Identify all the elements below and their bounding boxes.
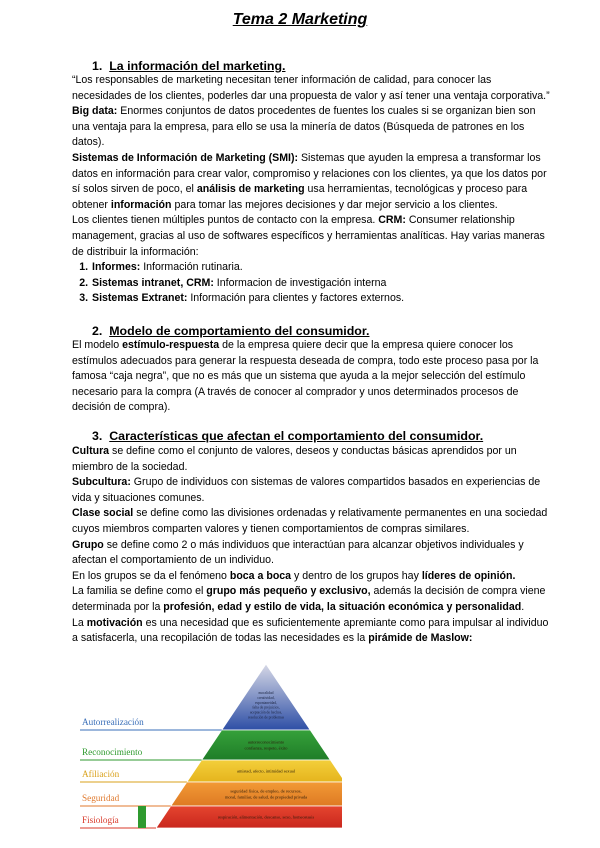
sim-term: Sistemas de Información de Marketing (SMI): [72,151,299,164]
section-1-number: 1. [92,59,103,73]
pyramid-layer-text: creatividad, [257,695,275,700]
familia-bold-2: profesión, edad y estilo de vida, la situación económica y personalidad [163,600,522,613]
motivacion-text-1: La [72,616,87,629]
maslow-pyramid-figure [80,662,342,830]
pyramid-level-label: Reconocimiento [82,747,143,757]
motivacion-bold-1: motivación [86,616,143,629]
grupo-text: se define como 2 o más individuos que interactúan para alcanzar objetivos individuales y afectan el comportamiento de un individuo. [72,538,524,567]
familia-text-3: . [521,600,525,613]
clase-term: Clase social [72,507,134,520]
sim-paragraph [72,151,550,213]
familia-bold-1: grupo más pequeño y exclusivo, [206,585,371,598]
model-text-2: de la empresa quiere decir que la empresa quiere conocer los estímulos adecuados para generar la respuesta deseada de compra, todo este proceso pasa por la famosa “caja negra”, que no es más que un sistema que ayuda a la mejor selección del estímulo necesario para la compra (A través de conocer al comprador y unos determinados procesos de decisión de compra). [72,339,539,414]
section-2-heading [92,323,369,339]
sim-bold-2: información [110,198,172,211]
document-title: Tema 2 Marketing [232,11,368,28]
pyramid-layer-text: moralidad [258,691,274,696]
list-item [91,276,550,292]
list-item-term: Informes: [92,261,141,274]
bigdata-term: Big data: [72,105,118,118]
pyramid-layer-text: respiración, alimentación, descanso, sexo, homeostasis [217,814,315,820]
section-2-number: 2. [92,324,103,338]
quote-paragraph: “Los responsables de marketing necesitan tener información de calidad, para conocer las necesidades de los clientes, poderles dar una propuesta de valor y así tener una ventaja corporativa.” [72,74,550,102]
section-3-heading [92,428,483,444]
pyramid-layer-text: aceptación de hechos, [249,710,283,715]
subcultura-text: Grupo de individuos con sistemas de valores compartidos basados en experiencias de vida y situaciones comunes. [72,476,541,504]
sim-text-3: para tomar las mejores decisiones y dar mejor servicio a los clientes. [171,198,498,211]
pyramid-base-accent [138,806,146,828]
clase-text: se define como las divisiones ordenadas y relativamente permanentes en una sociedad cuyos miembros comparten valores y tienen comportamientos de compras similares. [72,507,548,535]
list-item-text: Información para clientes y factores externos. [187,292,405,305]
pyramid-layer-text: moral, familiar, de salud, de propiedad privada [224,794,308,800]
model-text-1: El modelo [72,339,123,351]
cultura-term: Cultura [72,445,110,457]
section-1-body [72,73,550,307]
list-item-text: Información rutinaria. [140,261,243,274]
section-2-title: Modelo de comportamiento del consumidor. [109,324,370,338]
list-item-term: Sistemas intranet, CRM: [92,276,214,289]
pyramid-layer-text: autorreconocimiento [247,739,285,745]
list-item-term: Sistemas Extranet: [92,292,188,305]
grupo-paragraph [72,538,550,569]
pyramid-level-label: Afiliación [82,769,120,779]
motivacion-bold-2: pirámide de Maslow: [368,632,473,645]
cultura-paragraph [72,444,550,475]
crm-text-2: Consumer relationship management, gracias al uso de softwares específicos y herramientas analíticas. Hay varias maneras de distribuir la información: [72,214,545,258]
sim-bold-1: análisis de marketing [196,183,305,196]
cultura-text: se define como el conjunto de valores, deseos y conductas básicas aprendidos por un miembro de la sociedad. [72,445,517,473]
pyramid-layer-text: confianza, respeto, éxito [244,745,288,751]
section-3-number: 3. [92,429,103,443]
crm-term: CRM: [378,214,406,227]
section-3-title: Características que afectan el comportamiento del consumidor. [109,429,484,443]
list-item [91,291,550,307]
bigdata-paragraph [72,104,550,151]
pyramid-layer-text: espontaneidad, [254,700,278,705]
grupos-bold-2: líderes de opinión. [421,569,516,582]
section-3-body [72,444,550,647]
section-1-title: La información del marketing. [109,59,286,73]
pyramid-level-label: Seguridad [82,793,120,803]
grupo-term: Grupo [72,538,104,551]
grupos-paragraph [72,569,550,585]
familia-text-2: además la decisión de compra viene determinada por la [72,585,546,613]
grupos-text-2: y dentro de los grupos hay [291,569,422,582]
bigdata-text: Enormes conjuntos de datos procedentes de fuentes los cuales si se organizan bien son una ventaja para la empresa, para ello se usa la minería de datos (Búsqueda de patrones en los datos). [72,105,536,149]
pyramid-layer-text: seguridad física, de empleo, de recursos, [230,788,302,794]
pyramid-layer-text: falta de prejuicios, [252,705,280,710]
pyramid-layer-text: amistad, afecto, intimidad sexual [237,768,295,774]
list-item [91,260,550,276]
grupos-bold-1: boca a boca [229,569,292,582]
info-list [72,260,550,307]
familia-text-1: La familia se define como el [72,585,207,598]
motivacion-paragraph [72,616,550,647]
motivacion-text-2: es una necesidad que es suficientemente apremiante como para impulsar al individuo a satisfacerla, una recopilación de todas las necesidades es la [72,616,549,645]
section-2-body [72,338,550,416]
grupos-text-1: En los grupos se da el fenómeno [72,569,230,582]
section-1-heading [92,58,286,74]
crm-paragraph [72,213,550,260]
pyramid-level-label: Autorrealización [82,717,144,727]
crm-text-1: Los clientes tienen múltiples puntos de contacto con la empresa. [72,214,379,227]
subcultura-term: Subcultura: [72,476,131,489]
list-item-text: Informacion de investigación interna [213,276,387,289]
model-bold-1: estímulo-respuesta [122,339,220,351]
pyramid-level-label: Fisiología [82,815,119,825]
model-paragraph [72,338,550,416]
familia-paragraph [72,584,550,615]
sim-text-2: usa herramientas, tecnológicas y proceso para obtener [72,183,528,211]
clase-paragraph [72,506,550,537]
pyramid-layer-text: resolución de problemas [247,715,285,720]
subcultura-paragraph [72,475,550,506]
sim-text-1: Sistemas que ayuden la empresa a transformar los datos en información para crear valor, compromiso y relaciones con los clientes, ya que los datos por sí solos sirven de poco, el [72,151,547,196]
